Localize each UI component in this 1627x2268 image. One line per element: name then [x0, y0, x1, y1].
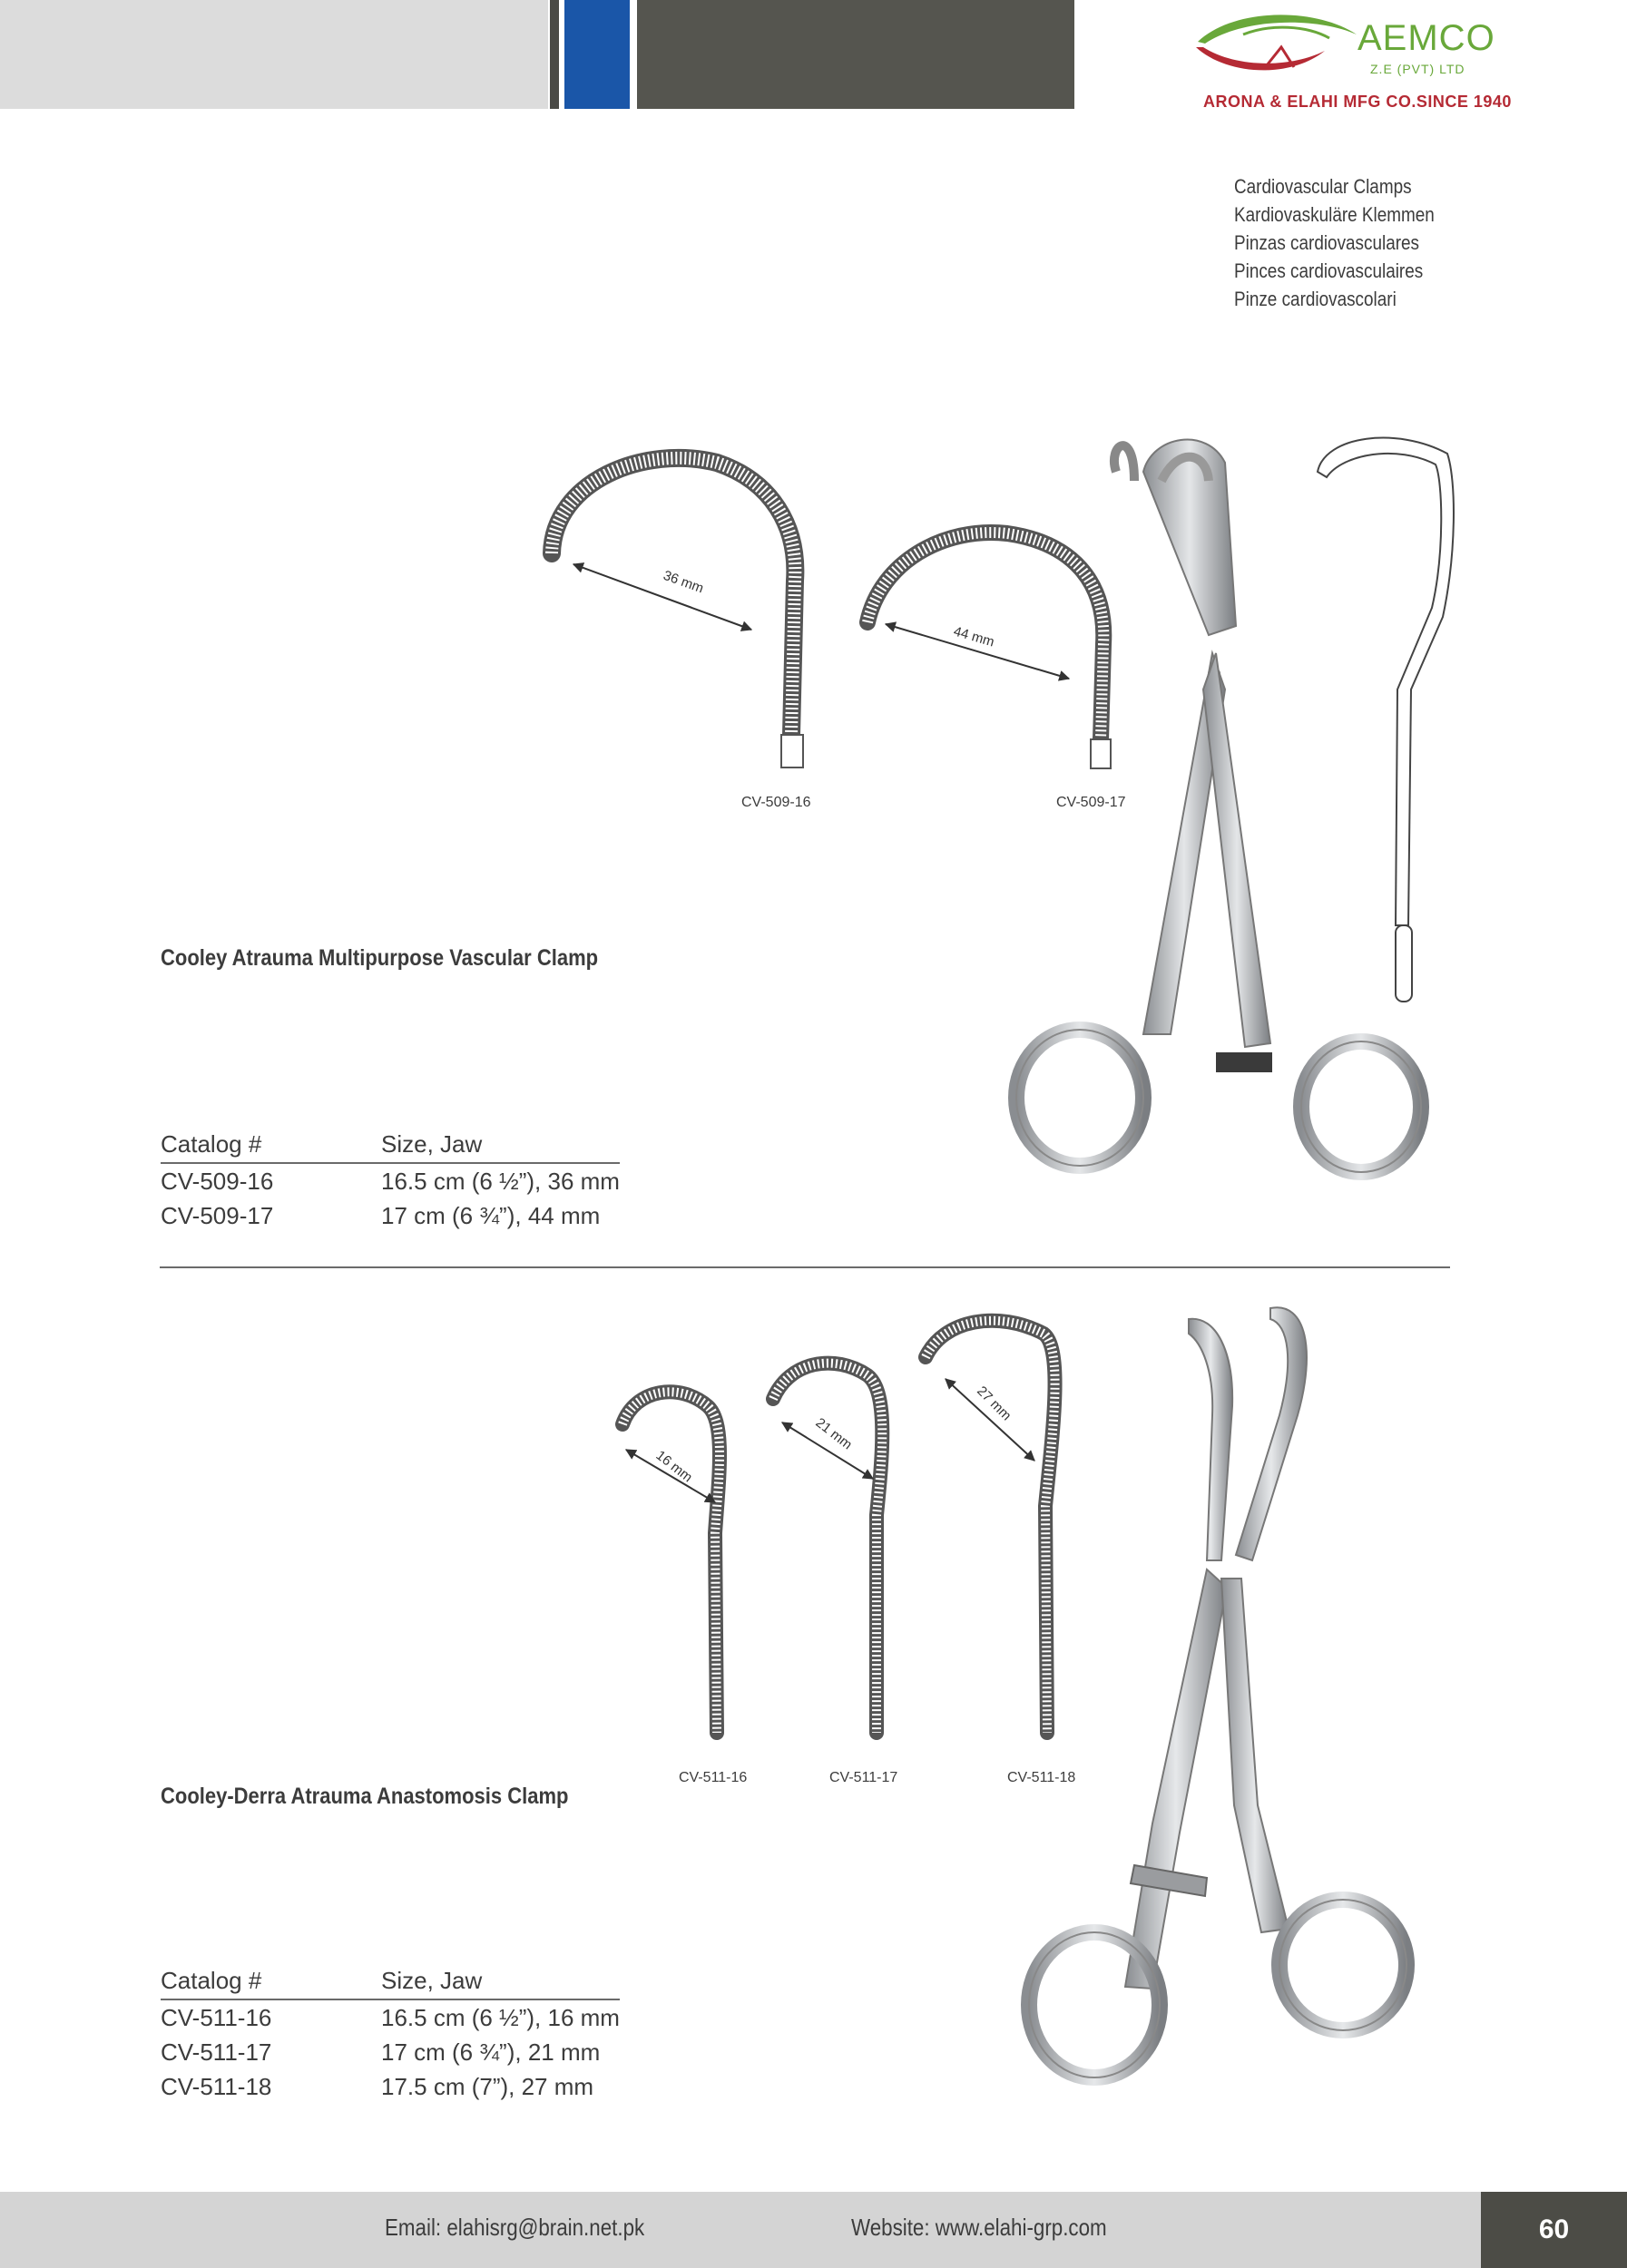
table-row: [161, 2035, 620, 2069]
code-label-cv-509-16: CV-509-16: [741, 795, 811, 810]
code-label-cv-511-16: CV-511-16: [679, 1770, 748, 1785]
table-cell-size: 17 cm (6 ¾”), 44 mm: [381, 1201, 601, 1229]
category-titles: [1234, 172, 1467, 313]
footer-email[interactable]: Email: elahisrg@brain.net.pk: [385, 2214, 645, 2241]
category-title-it: Pinze cardiovascolari: [1234, 288, 1397, 310]
table-header-row: [161, 1962, 620, 1999]
section-divider: [160, 1266, 1450, 1268]
category-title-fr: Pinces cardiovasculaires: [1234, 259, 1424, 282]
clamp-photo-cv509: [998, 417, 1470, 1216]
table-header-catalog: Catalog #: [161, 1962, 381, 1999]
jaw-cv-509-16: [552, 458, 803, 767]
product-title-cv509: Cooley Atrauma Multipurpose Vascular Clamp: [161, 945, 599, 971]
category-title-de: Kardiovaskuläre Klemmen: [1234, 203, 1435, 226]
table-cell-size: 16.5 cm (6 ½”), 36 mm: [381, 1167, 620, 1195]
jaw-label-27mm: 27 mm: [974, 1383, 1014, 1424]
catalog-table-cv509: [161, 1126, 620, 1233]
jaw-label-44mm: 44 mm: [951, 623, 996, 650]
code-label-cv-509-17: CV-509-17: [1056, 795, 1126, 810]
logo-subtitle: Z.E (PVT) LTD: [1370, 62, 1465, 76]
header-bar-dark: [637, 0, 1074, 109]
table-cell-size: 17 cm (6 ¾”), 21 mm: [381, 2038, 601, 2066]
footer-website[interactable]: Website: www.elahi-grp.com: [851, 2214, 1107, 2241]
jaw-cv-511-17: [773, 1364, 882, 1733]
jaw-cv-511-16: [622, 1392, 720, 1733]
table-header-catalog: Catalog #: [161, 1126, 381, 1163]
table-header-size: Size, Jaw: [381, 1962, 620, 1999]
table-cell-size: 16.5 cm (6 ½”), 16 mm: [381, 2003, 620, 2031]
table-cell-catalog: CV-511-17: [161, 2038, 272, 2066]
page-number: 60: [1538, 2214, 1570, 2244]
table-row: [161, 1163, 620, 1198]
table-row: [161, 2069, 620, 2104]
product-title-cv511: Cooley-Derra Atrauma Anastomosis Clamp: [161, 1784, 569, 1809]
clamp-photo-cv511: [1007, 1297, 1461, 2114]
table-header-row: [161, 1126, 620, 1163]
jaw-label-21mm: 21 mm: [812, 1414, 856, 1453]
header-bar-blue: [564, 0, 630, 109]
jaw-label-16mm: 16 mm: [652, 1447, 696, 1486]
footer-bar: [0, 2192, 1627, 2268]
jaw-diagram-cv511: [599, 1297, 1071, 1769]
table-cell-catalog: CV-509-17: [161, 1201, 274, 1229]
table-cell-catalog: CV-511-18: [161, 2072, 272, 2100]
table-cell-catalog: CV-511-16: [161, 2003, 272, 2031]
table-cell-catalog: CV-509-16: [161, 1167, 274, 1195]
table-row: [161, 1198, 620, 1233]
catalog-table-cv511: [161, 1962, 620, 2104]
table-row: [161, 1999, 620, 2035]
jaw-label-36mm: 36 mm: [661, 567, 706, 597]
table-cell-size: 17.5 cm (7”), 27 mm: [381, 2072, 594, 2100]
category-title-en: Cardiovascular Clamps: [1234, 175, 1412, 198]
header-bar-light: [0, 0, 548, 109]
table-header-size: Size, Jaw: [381, 1126, 620, 1163]
header-bar-separator: [550, 0, 559, 109]
code-label-cv-511-18: CV-511-18: [1007, 1770, 1076, 1785]
category-title-es: Pinzas cardiovasculares: [1234, 231, 1420, 254]
logo-name: AEMCO: [1357, 18, 1495, 58]
code-label-cv-511-17: CV-511-17: [829, 1770, 898, 1785]
logo-swoosh-icon: [1180, 11, 1361, 83]
company-logo: [1180, 5, 1512, 116]
logo-tagline: ARONA & ELAHI MFG CO.SINCE 1940: [1203, 93, 1512, 111]
